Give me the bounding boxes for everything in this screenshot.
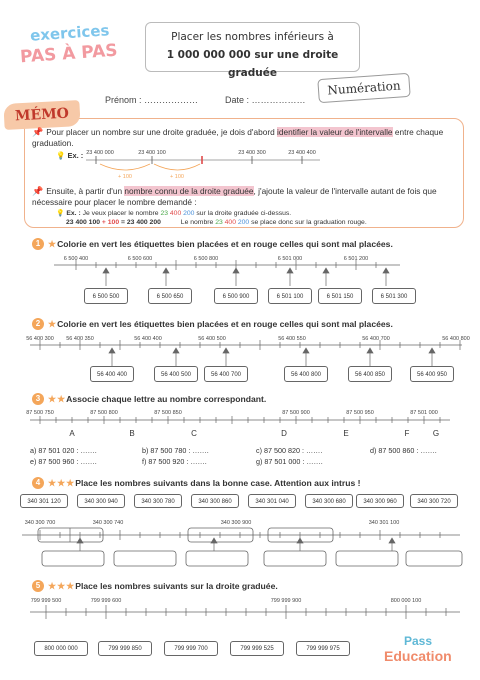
ex5-instruction: Place les nombres suivants sur la droite graduée. [75,581,278,591]
pin-icon: 📌 [32,186,44,196]
ex2-tick-label: 56 400 350 [66,336,94,342]
ex3-letter: G [432,429,440,438]
ex4-number-box[interactable]: 340 300 780 [134,494,182,508]
ex3-tick-label: 87 500 950 [346,410,374,416]
star-icon: ★ [48,238,57,249]
ex4-number-box[interactable]: 340 301 120 [20,494,68,508]
ex1-instruction: Colorie en vert les étiquettes bien placées et en rouge celles qui sont mal placées. [57,239,393,249]
ex5-number-badge: 5 [32,580,44,592]
ex1-label-box[interactable]: 6 500 900 [214,288,258,304]
logo-line1: exercices [29,21,110,45]
ex1-tick-label: 6 500 600 [127,256,153,262]
logo-pass-text: Pass [404,634,433,648]
ex3-tick-label: 87 501 000 [410,410,438,416]
ex2-label-box[interactable]: 56 400 950 [410,366,454,382]
ex5-tick-label: 799 999 900 [270,598,302,604]
ex4-number-box[interactable]: 340 300 940 [77,494,125,508]
star-icon: ★ [48,477,57,488]
ex3-tick-label: 87 500 750 [26,410,54,416]
star-icon: ★ [48,393,57,404]
ex3-question[interactable]: e) 87 500 960 : ……. [30,457,97,466]
ex3-tick-label: 87 500 850 [154,410,182,416]
star-icon: ★ [48,318,57,329]
memo-paragraph-1: 📌 Pour placer un nombre sur une droite graduée, je dois d'abord identifier la valeur de l'intervalle entre chaque graduation. [32,127,444,148]
ex3-instruction: Associe chaque lettre au nombre correspondant. [66,394,267,404]
ex3-number-badge: 3 [32,393,44,405]
memo-paragraph-2: 📌 Ensuite, à partir d'un nombre connu de la droite graduée, j'ajoute la valeur de l'intervalle autant de fois que nécessaire pour placer le nombre demandé : [32,186,437,207]
ex3-question[interactable]: g) 87 501 000 : ……. [256,457,323,466]
ex3-letter: D [281,429,287,438]
ex4-tick-label: 340 301 100 [368,520,400,526]
ex2-instruction: Colorie en vert les étiquettes bien placées et en rouge celles qui sont mal placées. [57,319,393,329]
memo-label: MÉMO [3,100,80,130]
ex1-label-box[interactable]: 6 500 500 [84,288,128,304]
ex4-tick-label: 340 300 740 [92,520,124,526]
pin-icon: 📌 [32,127,44,137]
ex3-question[interactable]: c) 87 500 820 : ……. [256,446,323,455]
ex2-label-box[interactable]: 56 400 500 [154,366,198,382]
memo-ex2: 💡 Ex. : Je veux placer le nombre 23 400 200 sur la droite graduée ci-dessus. [56,210,292,217]
ex2-tick-label: 56 400 400 [134,336,162,342]
memo-plus-label: + 100 [170,174,184,180]
ex3-question[interactable]: f) 87 500 920 : ……. [142,457,207,466]
ex2-number-badge: 2 [32,318,44,330]
ex5-number-box[interactable]: 799 999 700 [164,641,218,656]
ex3-question[interactable]: b) 87 500 780 : ……. [142,446,209,455]
ex3-question[interactable]: a) 87 501 020 : ……. [30,446,97,455]
memo-tick-label: 23 400 400 [288,150,316,156]
ex2-label-box[interactable]: 56 400 700 [204,366,248,382]
ex1-tick-label: 6 500 400 [63,256,89,262]
star-icon: ★ [57,580,66,591]
ex1-label-box[interactable]: 6 501 100 [268,288,312,304]
ex3-tick-label: 87 500 800 [90,410,118,416]
ex4-tick-label: 340 300 900 [220,520,252,526]
ex4-number-box[interactable]: 340 301 040 [248,494,296,508]
ex5-number-box[interactable]: 800 000 000 [34,641,88,656]
ex3-letter: A [69,429,75,438]
ex3-letter: F [404,429,410,438]
title-line1: Placer les nombres inférieurs à [171,31,334,43]
ex1-number-badge: 1 [32,238,44,250]
ex1-tick-label: 6 500 800 [193,256,219,262]
date-field[interactable]: Date : ……………… [225,95,306,105]
memo-ex1: 💡 Ex. : [56,151,84,160]
memo-plus-label: + 100 [118,174,132,180]
ex2-label-box[interactable]: 56 400 800 [284,366,328,382]
ex1-label-box[interactable]: 6 501 150 [318,288,362,304]
ex3-letter: E [343,429,349,438]
ex2-tick-label: 56 400 700 [362,336,390,342]
ex5-tick-label: 799 999 600 [90,598,122,604]
ex4-number-box[interactable]: 340 300 680 [305,494,353,508]
ex5-number-box[interactable]: 799 999 975 [296,641,350,656]
bulb-icon: 💡 [56,151,66,160]
prenom-field[interactable]: Prénom : ……………… [105,95,199,105]
logo-education-text: Education [384,648,452,664]
ex1-label-box[interactable]: 6 501 300 [372,288,416,304]
ex4-number-box[interactable]: 340 300 960 [356,494,404,508]
title-line2: 1 000 000 000 sur une droite graduée [166,49,339,79]
memo-tick-label: 23 400 300 [238,150,266,156]
ex5-tick-label: 800 000 100 [390,598,422,604]
ex3-tick-label: 87 500 900 [282,410,310,416]
ex4-tick-label: 340 300 700 [24,520,56,526]
ex2-tick-label: 56 400 800 [442,336,470,342]
star-icon: ★ [57,477,66,488]
ex1-tick-label: 6 501 200 [343,256,369,262]
ex4-number-box[interactable]: 340 300 720 [410,494,458,508]
ex4-number-badge: 4 [32,477,44,489]
star-icon: ★ [57,393,66,404]
ex2-tick-label: 56 400 300 [26,336,54,342]
ex3-letter: C [191,429,197,438]
memo-ex2-calc: 23 400 100 + 100 = 23 400 200 Le nombre 23 400 200 se place donc sur la graduation rouge. [66,219,367,226]
memo-tick-label: 23 400 000 [86,150,114,156]
ex5-number-box[interactable]: 799 999 525 [230,641,284,656]
ex2-tick-label: 56 400 550 [278,336,306,342]
ex4-number-box[interactable]: 340 300 860 [191,494,239,508]
ex2-tick-label: 56 400 500 [198,336,226,342]
pass-education-logo [384,632,474,672]
ex5-number-box[interactable]: 799 999 850 [98,641,152,656]
star-icon: ★ [66,580,75,591]
memo-highlight-2: nombre connu de la droite graduée [124,186,254,196]
ex1-label-box[interactable]: 6 500 650 [148,288,192,304]
subject-tag: Numération [317,73,410,103]
ex2-label-box[interactable]: 56 400 400 [90,366,134,382]
star-icon: ★ [48,580,57,591]
logo-line2: PAS À PAS [19,40,119,68]
ex3-question[interactable]: d) 87 500 860 : ……. [370,446,437,455]
memo-highlight-1: identifier la valeur de l'intervalle [277,127,393,137]
ex5-tick-label: 799 999 500 [30,598,62,604]
ex1-tick-label: 6 501 000 [277,256,303,262]
bulb-icon: 💡 [56,210,65,217]
ex3-letter: B [129,429,135,438]
ex2-label-box[interactable]: 56 400 850 [348,366,392,382]
memo-tick-label: 23 400 100 [138,150,166,156]
star-icon: ★ [66,477,75,488]
ex4-instruction: Place les nombres suivants dans la bonne case. Attention aux intrus ! [75,478,361,488]
